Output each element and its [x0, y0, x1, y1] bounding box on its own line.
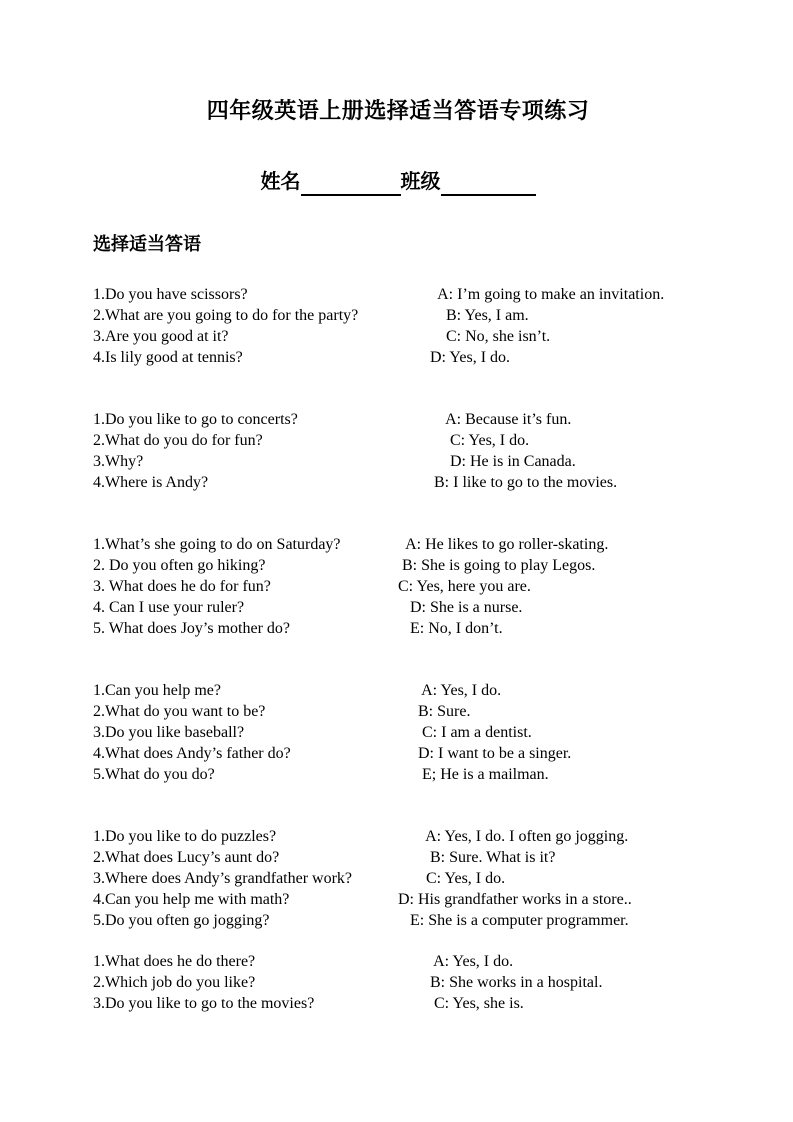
question-text: 2.What are you going to do for the party? [93, 307, 359, 324]
question-text: 3.Do you like baseball? [93, 724, 245, 741]
question-text: 4.Is lily good at tennis? [93, 349, 243, 366]
question-text: 5. What does Joy’s mother do? [93, 620, 291, 637]
answer-option-text: A: Yes, I do. [398, 953, 514, 970]
question-row [93, 576, 703, 597]
question-text: 1.What does he do there? [93, 953, 256, 970]
question-text: 3.Where does Andy’s grandfather work? [93, 870, 353, 887]
question-text: 4.Where is Andy? [93, 474, 209, 491]
question-text: 2.What do you want to be? [93, 703, 266, 720]
answer-option-text: C: Yes, here you are. [398, 578, 531, 595]
answer-option-text: B: Yes, I am. [398, 307, 529, 324]
question-text: 1.Do you like to do puzzles? [93, 828, 277, 845]
question-text: 3.Why? [93, 453, 144, 470]
question-row [93, 451, 703, 472]
question-text: 4.What does Andy’s father do? [93, 745, 291, 762]
question-row [93, 409, 703, 430]
question-group [93, 951, 703, 1014]
class-blank-field [441, 172, 536, 196]
name-label: 姓名 [260, 171, 301, 193]
question-row [93, 743, 703, 764]
question-row [93, 618, 703, 639]
question-group [93, 826, 703, 931]
question-row [93, 868, 703, 889]
class-label: 班级 [400, 171, 441, 193]
question-text: 4. Can I use your ruler? [93, 599, 245, 616]
answer-option-text: B: Sure. What is it? [398, 849, 556, 866]
answer-option-text: E: No, I don’t. [398, 620, 503, 637]
answer-option-text: C: Yes, she is. [398, 995, 524, 1012]
question-row [93, 722, 703, 743]
question-row [93, 347, 703, 368]
question-text: 5.What do you do? [93, 766, 215, 783]
answer-option-text: E: She is a computer programmer. [398, 912, 629, 929]
answer-option-text: D: He is in Canada. [398, 453, 576, 470]
question-row [93, 680, 703, 701]
answer-option-text: D: His grandfather works in a store.. [398, 891, 632, 908]
page-title: 四年级英语上册选择适当答语专项练习 [206, 98, 590, 123]
question-text: 1.Do you have scissors? [93, 286, 248, 303]
section-heading: 选择适当答语 [93, 234, 201, 254]
answer-option-text: C: Yes, I do. [398, 432, 530, 449]
answer-option-text: D: I want to be a singer. [398, 745, 572, 762]
answer-option-text: A: He likes to go roller-skating. [398, 536, 609, 553]
question-text: 2.What does Lucy’s aunt do? [93, 849, 280, 866]
name-class-line [93, 168, 703, 196]
question-row [93, 993, 703, 1014]
answer-option-text: C: No, she isn’t. [398, 328, 551, 345]
question-row [93, 826, 703, 847]
question-group [93, 680, 703, 785]
question-text: 5.Do you often go jogging? [93, 912, 270, 929]
question-row [93, 555, 703, 576]
question-row [93, 889, 703, 910]
question-text: 2.Which job do you like? [93, 974, 256, 991]
question-groups [93, 284, 703, 1014]
question-group [93, 284, 703, 368]
answer-option-text: A: Because it’s fun. [398, 411, 572, 428]
answer-option-text: A: Yes, I do. [398, 682, 502, 699]
question-text: 3.Do you like to go to the movies? [93, 995, 315, 1012]
question-text: 3. What does he do for fun? [93, 578, 271, 595]
question-row [93, 472, 703, 493]
answer-option-text: B: She is going to play Legos. [398, 557, 596, 574]
question-row [93, 847, 703, 868]
answer-option-text: C: I am a dentist. [398, 724, 532, 741]
answer-option-text: D: Yes, I do. [398, 349, 511, 366]
question-row [93, 430, 703, 451]
question-text: 4.Can you help me with math? [93, 891, 290, 908]
question-text: 1.What’s she going to do on Saturday? [93, 536, 341, 553]
question-row [93, 951, 703, 972]
question-text: 3.Are you good at it? [93, 328, 229, 345]
answer-option-text: D: She is a nurse. [398, 599, 523, 616]
question-row [93, 701, 703, 722]
question-row [93, 534, 703, 555]
question-group [93, 534, 703, 639]
answer-option-text: B: I like to go to the movies. [398, 474, 618, 491]
question-text: 2. Do you often go hiking? [93, 557, 266, 574]
question-row [93, 597, 703, 618]
name-blank-field [301, 172, 401, 196]
question-row [93, 972, 703, 993]
question-row [93, 284, 703, 305]
answer-option-text: A: I’m going to make an invitation. [398, 286, 665, 303]
answer-option-text: B: She works in a hospital. [398, 974, 603, 991]
question-text: 1.Can you help me? [93, 682, 221, 699]
question-row [93, 305, 703, 326]
question-text: 1.Do you like to go to concerts? [93, 411, 298, 428]
answer-option-text: B: Sure. [398, 703, 471, 720]
question-text: 2.What do you do for fun? [93, 432, 263, 449]
question-row [93, 764, 703, 785]
question-row [93, 326, 703, 347]
answer-option-text: E; He is a mailman. [398, 766, 549, 783]
question-row [93, 910, 703, 931]
question-group [93, 409, 703, 493]
answer-option-text: C: Yes, I do. [398, 870, 506, 887]
answer-option-text: A: Yes, I do. I often go jogging. [398, 828, 629, 845]
